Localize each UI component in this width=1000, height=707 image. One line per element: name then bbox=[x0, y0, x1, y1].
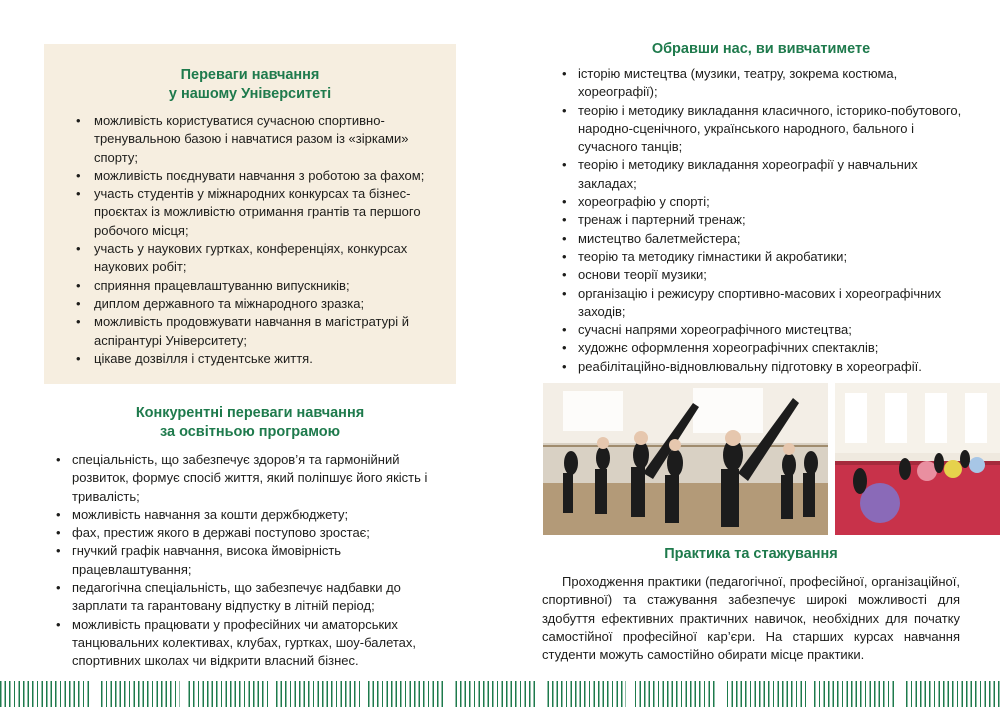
list-item: • можливість поєднувати навчання з роботою за фахом; bbox=[74, 167, 426, 185]
list-item: • спеціальність, що забезпечує здоров’я та гармонійний розвиток, формує спосіб життя, який поліпшує його якість і тривалість; bbox=[54, 451, 456, 506]
practice-title: Практика та стажування bbox=[664, 546, 838, 562]
list-item: • теорію і методику викладання хореографії у навчальних закладах; bbox=[560, 156, 962, 193]
list-item: • можливість навчання за кошти держбюджету; bbox=[54, 506, 456, 524]
list-item: • педагогічна спеціальність, що забезпечує надбавки до зарплати та гарантовану відпустку в літній період; bbox=[54, 579, 456, 616]
gymnastics-balls-photo bbox=[835, 383, 1000, 535]
stripe-gap bbox=[626, 681, 632, 707]
list-item: • можливість користуватися сучасною спортивно-тренувальною базою і навчатися разом із «зірками» спорту; bbox=[74, 112, 426, 167]
footer-stripe-decoration bbox=[0, 681, 1000, 707]
competitive-section bbox=[44, 404, 456, 671]
list-item: • організацію і режисуру спортивно-масових і хореографічних заходів; bbox=[560, 285, 962, 322]
study-section bbox=[560, 40, 962, 376]
list-item: • фах, престиж якого в державі поступово зростає; bbox=[54, 524, 456, 542]
list-item: • гнучкий графік навчання, висока ймовірність працевлаштування; bbox=[54, 542, 456, 579]
stripe-gap bbox=[536, 681, 544, 707]
competitive-list bbox=[44, 451, 456, 671]
study-title: Обравши нас, ви вивчатимете bbox=[651, 41, 871, 57]
list-item: • мистецтво балетмейстера; bbox=[560, 230, 962, 248]
list-item: • теорію і методику викладання класичного, історико-побутового, народно-сценічного, українського народного, бального і сучасного танців; bbox=[560, 102, 962, 157]
stripe-gap bbox=[180, 681, 186, 707]
stripe-gap bbox=[896, 681, 904, 707]
list-item: • теорію та методику гімнастики й акробатики; bbox=[560, 248, 962, 266]
list-item: • можливість працювати у професійних чи аматорських танцювальних колективах, клубах, гуртках, шоу-балетах, спортивних школах чи відкрити власний бізнес. bbox=[54, 616, 456, 671]
list-item: • хореографію у спорті; bbox=[560, 193, 962, 211]
practice-text: Проходження практики (педагогічної, професійної, організаційної, спортивної) та стажування забезпечує широкі можливості для здобуття ефективних практичних навичок, необхідних для початку самостійної професійної кар’єри. На старших курсах навчання студенти можуть самостійно обирати місце практики. bbox=[542, 574, 960, 663]
stripe-gap bbox=[446, 681, 454, 707]
list-item: • участь студентів у міжнародних конкурсах та бізнес-проєктах із можливістю отримання грантів та першого робочого місця; bbox=[74, 185, 426, 240]
advantages-title-line1: Переваги навчання bbox=[180, 67, 320, 83]
list-item: • основи теорії музики; bbox=[560, 266, 962, 284]
list-item: • участь у наукових гуртках, конференціях, конкурсах наукових робіт; bbox=[74, 240, 426, 277]
stripe-gap bbox=[716, 681, 724, 707]
advantages-title-line2: у нашому Університеті bbox=[168, 86, 332, 102]
stripe-gap bbox=[360, 681, 366, 707]
advantages-list bbox=[74, 112, 426, 368]
list-item: • історію мистецтва (музики, театру, зокрема костюма, хореографії); bbox=[560, 65, 962, 102]
study-list bbox=[560, 65, 962, 376]
stripe-gap bbox=[806, 681, 812, 707]
list-item: • диплом державного та міжнародного зразка; bbox=[74, 295, 426, 313]
list-item: • можливість продовжувати навчання в магістратурі й аспірантурі Університету; bbox=[74, 313, 426, 350]
competitive-title bbox=[44, 404, 456, 442]
list-item: • сприяння працевлаштуванню випускників; bbox=[74, 277, 426, 295]
list-item: • сучасні напрями хореографічного мистецтва; bbox=[560, 321, 962, 339]
list-item: • реабілітаційно-відновлювальну підготовку в хореографії. bbox=[560, 358, 962, 376]
advantages-title bbox=[74, 66, 426, 104]
list-item: • цікаве дозвілля і студентське життя. bbox=[74, 350, 426, 368]
list-item: • тренаж і партерний тренаж; bbox=[560, 211, 962, 229]
photos-row bbox=[543, 383, 1000, 535]
advantages-box bbox=[44, 44, 456, 384]
stripe-gap bbox=[268, 681, 276, 707]
practice-section bbox=[542, 545, 960, 664]
competitive-title-line2: за освітньою програмою bbox=[159, 424, 341, 440]
competitive-title-line1: Конкурентні переваги навчання bbox=[135, 405, 365, 421]
list-item: • художнє оформлення хореографічних спектаклів; bbox=[560, 339, 962, 357]
dance-class-photo bbox=[543, 383, 828, 535]
stripe-gap bbox=[92, 681, 100, 707]
